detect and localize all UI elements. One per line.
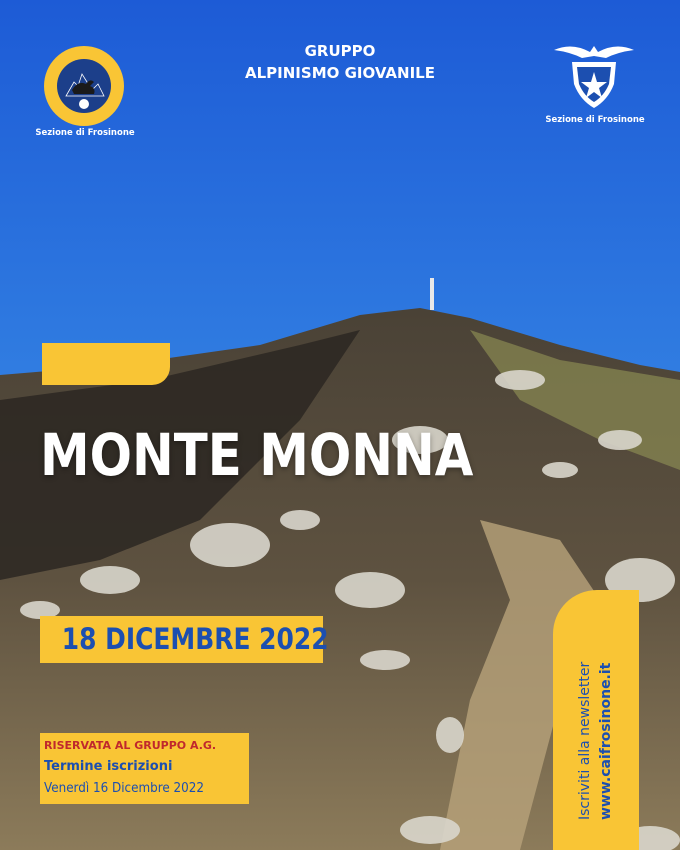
registration-info-box bbox=[40, 733, 249, 804]
event-date: 18 DICEMBRE 2022 bbox=[61, 622, 329, 656]
group-title-line2: ALPINISMO GIOVANILE bbox=[245, 64, 435, 82]
title-accent-tab bbox=[42, 343, 170, 385]
event-date-box bbox=[40, 616, 329, 663]
newsletter-text bbox=[575, 662, 617, 820]
cai-logo bbox=[552, 40, 636, 112]
right-logo-caption: Sezione di Frosinone bbox=[545, 115, 645, 125]
newsletter-label: Iscriviti alla newsletter bbox=[577, 661, 593, 820]
left-logo-caption: Sezione di Frosinone bbox=[35, 128, 135, 138]
website-link[interactable]: www.caifrosinone.it bbox=[598, 662, 614, 820]
group-title bbox=[230, 40, 450, 84]
reserved-notice: RISERVATA AL GRUPPO A.G. bbox=[44, 739, 217, 752]
registration-deadline-label: Termine iscrizioni bbox=[44, 759, 173, 774]
event-date-wrap bbox=[40, 616, 329, 663]
event-title: MONTE MONNA bbox=[40, 421, 474, 489]
registration-deadline-date: Venerdì 16 Dicembre 2022 bbox=[44, 781, 204, 796]
group-title-line1: GRUPPO bbox=[304, 42, 376, 60]
alpinismo-giovanile-logo bbox=[42, 44, 126, 128]
